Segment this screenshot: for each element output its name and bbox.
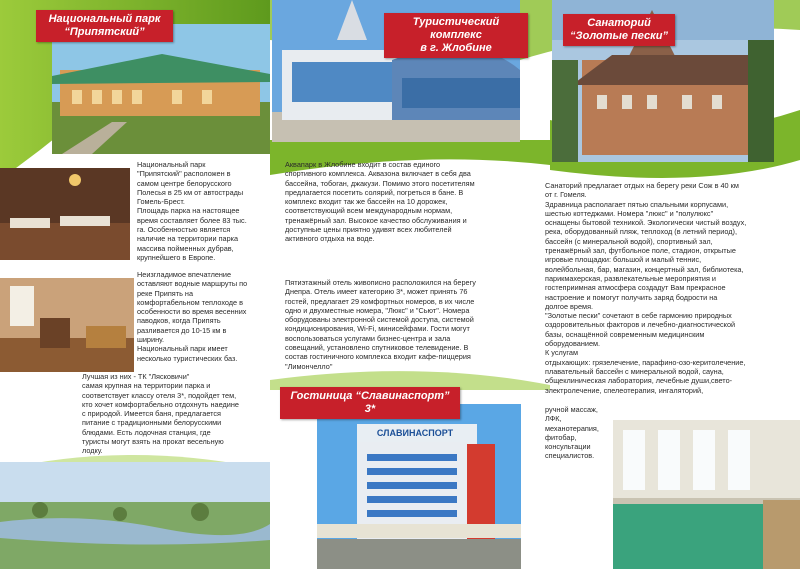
hotel-text: Пятиэтажный отель живописно расположился на берегу Днепра. Отель имеет категорию 3*, может принять 76 гостей, предлагает 29 комфортных номеров, в их числе одно и двухместные номера, "Люкс" и "Сьют". Номера оборудованы электронной системой доступа, системой кондиционирования, Wi-Fi, минисейфами. Гости могут воспользоваться услугами бизнес-центра и зала совещаний, установлено спутниковое телевидение. В состав гостиничного комплекса входит кафе-пиццерия "Лимончелло" bbox=[285, 278, 476, 371]
river-landscape-photo bbox=[0, 462, 270, 569]
slavinasport-title: Гостиница “Славинаспорт” 3* bbox=[280, 387, 460, 419]
hotel-room-photo bbox=[0, 278, 134, 372]
park-lodge-photo bbox=[52, 24, 270, 154]
swimming-pool-photo bbox=[613, 420, 800, 569]
sanatorium-text: Санаторий предлагает отдых на берегу реки Сож в 40 км от г. Гомеля. Здравница располагает пятью спальными корпусами, шестью коттеджами. Номера "люкс" и "полулюкс" оснащены бытовой техникой. Экологически чистый воздух, река, оборудованный пляж, теплоход (в летний период), бассейн (с минеральной водой), спортивный зал, тренажёрный зал, футбольное поле, стадион, открытые игровые площадки: большой и малый теннис, волейбольная, бар, магазин, концертный зал, библиотека, парикмахерская, развлекательные мероприятия и гостеприимная атмосфера создадут Вам прекрасное настроение и помогут получить заряд бодрости на долгое время. "Золотые пески" сочетают в себе гармонию природных оздоровительных факторов и лечебно-диагностической базы, оснащённой современным медицинским оборудованием. К услугам отдыхающих: грязелечение, парафино-озо-керитолечение, плавательный бассейн с минеральной водой, сауна, общеклиническая лаборатория, лечебные души,свето- электролечение, спелеотерапия, ингаляторий, bbox=[545, 181, 747, 395]
pripyat-park-title: Национальный парк “Припятский” bbox=[36, 10, 173, 42]
zhlobin-complex-title: Туристический комплекс в г. Жлобине bbox=[384, 13, 528, 58]
slavinasport-sign: СЛАВИНАСПОРТ bbox=[376, 428, 454, 438]
aquapark-text: Аквапарк в Жлобине входит в состав единого спортивного комплекса. Аквазона включает в себя два бассейна, тобоган, джакузи. Помимо этого посетителям предлагается посетить солярий, погреться в бане. В комплекс входит так же бассейн на 10 дорожек, соответствующий всем международным нормам, тренажёрный зал. Высокое качество обслуживания и доступные цены приятно удивят всех любителей активного отдыха на воде. bbox=[285, 160, 475, 244]
restaurant-interior-photo bbox=[0, 168, 130, 260]
pripyat-text-bottom: Лучшая из них - ТК "Лясковичи" самая крупная на территории парка и соответствует классу отеля 3*, подойдет тем, кто хочет комфортабельно отдохнуть наедине с природой. Имеется баня, предлагается питание с традиционными белорусскими блюдами. Есть лодочная станция, где туристы могут взять на прокат весельную лодку. bbox=[82, 372, 239, 456]
golden-sands-title: Санаторий “Золотые пески” bbox=[563, 14, 675, 46]
pripyat-text-mid: Неизгладимое впечатление оставляют водные маршруты по реке Припять на комфортабельном теплоходе в особенности во время весенних паводков, когда Припять разливается до 10-15 км в ширину. Национальный парк имеет несколько туристических баз. bbox=[137, 270, 248, 363]
pripyat-text-top: Национальный парк "Припятский" расположен в самом центре белорусского Полесья в 25 км от автострады Гомель-Брест. Площадь парка на настоящее время составляет более 83 тыс. га. Особенностью является наличие на территории парка массива пойменных дубрав, крупнейшего в Европе. bbox=[137, 160, 247, 262]
sanatorium-services-list: ручной массаж, ЛФК, механотерапия, фитобар, консультации специалистов. bbox=[545, 405, 599, 461]
slavinasport-hotel-photo bbox=[317, 404, 521, 569]
